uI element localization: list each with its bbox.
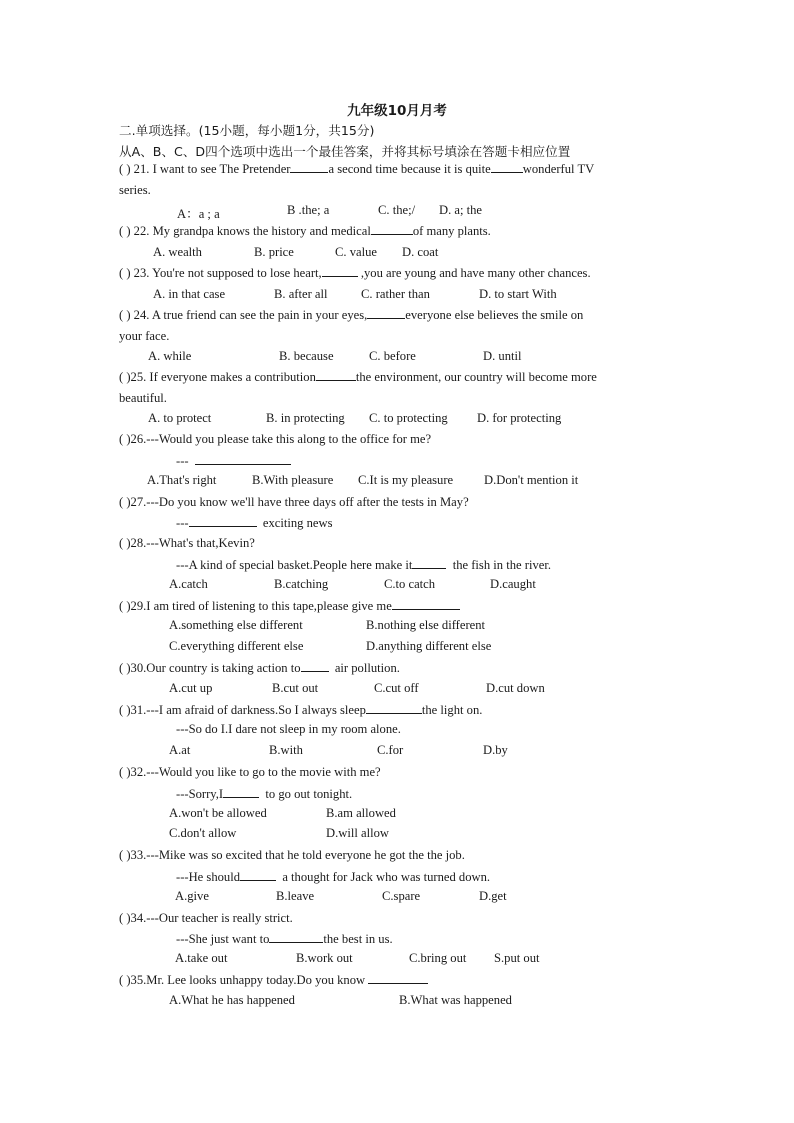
option-a[interactable]: A.cut up xyxy=(169,681,213,695)
option-a[interactable]: A.something else different xyxy=(169,618,303,632)
question-33-reply: ---He should a thought for Jack who was turned down. xyxy=(176,870,491,884)
question-34-reply: ---She just want to the best in us. xyxy=(176,932,393,946)
question-31-reply: ---So do I.I dare not sleep in my room alone. xyxy=(176,722,401,736)
question-23: ( ) 23. You're not supposed to lose heart, ,you are young and have many other chances. xyxy=(119,266,591,280)
option-a[interactable]: A.at xyxy=(169,743,191,757)
page-title: 九年级10月月考 xyxy=(347,103,447,119)
option-c[interactable]: C.cut off xyxy=(374,681,419,695)
answer-blank[interactable] xyxy=(316,368,356,381)
option-b[interactable]: B. price xyxy=(254,245,294,259)
option-d[interactable]: D. until xyxy=(483,349,522,363)
answer-blank[interactable] xyxy=(322,264,358,277)
question-27: ( )27.---Do you know we'll have three days off after the tests in May? xyxy=(119,495,469,509)
question-35: ( )35.Mr. Lee looks unhappy today.Do you know xyxy=(119,970,675,991)
question-34: ( )34.---Our teacher is really strict. xyxy=(119,911,293,925)
option-b[interactable]: B.am allowed xyxy=(326,806,396,820)
option-a[interactable]: A. while xyxy=(148,349,192,363)
question-28: ( )28.---What's that,Kevin? xyxy=(119,536,255,550)
answer-blank[interactable] xyxy=(223,785,259,798)
option-d[interactable]: D.cut down xyxy=(486,681,545,695)
answer-blank[interactable] xyxy=(240,868,276,881)
option-d[interactable]: D.caught xyxy=(490,577,536,591)
option-b[interactable]: B.What was happened xyxy=(399,993,512,1007)
option-c[interactable]: C.to catch xyxy=(384,577,436,591)
option-c[interactable]: C.everything different else xyxy=(169,639,304,653)
question-30: ( )30.Our country is taking action to air pollution. xyxy=(119,661,400,675)
question-stem: ( ) 21. I want to see The Pretender xyxy=(119,162,291,176)
option-d[interactable]: D.by xyxy=(483,743,508,757)
question-21: ( ) 21. I want to see The Pretender a second time because it is quite wonderful TV xyxy=(119,162,595,176)
answer-blank[interactable] xyxy=(269,930,323,943)
option-b[interactable]: B .the; a xyxy=(287,203,330,217)
option-c[interactable]: C.It is my pleasure xyxy=(358,473,454,487)
question-24: ( ) 24. A true friend can see the pain in your eyes, everyone else believes the smile on xyxy=(119,308,584,322)
question-25-continued: beautiful. xyxy=(119,391,167,405)
option-c[interactable]: C. rather than xyxy=(361,287,430,301)
answer-blank[interactable] xyxy=(195,452,291,465)
option-c[interactable]: C. before xyxy=(369,349,416,363)
answer-blank[interactable] xyxy=(290,160,328,173)
answer-blank[interactable] xyxy=(189,514,257,527)
question-29: ( )29.I am tired of listening to this tape,please give me xyxy=(119,596,675,617)
option-c[interactable]: C. the;/ xyxy=(378,203,416,217)
question-26-reply: --- xyxy=(176,452,291,469)
question-27-reply: --- exciting news xyxy=(176,516,333,530)
question-33: ( )33.---Mike was so excited that he told everyone he got the the job. xyxy=(119,848,465,862)
answer-blank[interactable] xyxy=(371,222,413,235)
option-c[interactable]: C. to protecting xyxy=(369,411,448,425)
option-a[interactable]: A.What he has happened xyxy=(169,993,295,1007)
question-31: ( )31.---I am afraid of darkness.So I always sleep the light on. xyxy=(119,703,483,717)
answer-blank[interactable] xyxy=(366,701,422,714)
question-28-reply: ---A kind of special basket.People here make it the fish in the river. xyxy=(176,558,551,572)
option-d[interactable]: D.anything different else xyxy=(366,639,492,653)
option-a[interactable]: A.That's right xyxy=(147,473,217,487)
option-a[interactable]: A：a ; a xyxy=(177,207,220,221)
option-c[interactable]: C.for xyxy=(377,743,404,757)
answer-blank[interactable] xyxy=(368,971,428,984)
option-d[interactable]: D.will allow xyxy=(326,826,389,840)
answer-blank[interactable] xyxy=(412,556,446,569)
option-b[interactable]: B.With pleasure xyxy=(252,473,334,487)
option-b[interactable]: B.work out xyxy=(296,951,353,965)
section-heading: 二.单项选择。(15小题，每小题1分，共15分) xyxy=(119,123,375,138)
option-b[interactable]: B. because xyxy=(279,349,334,363)
option-b[interactable]: B. after all xyxy=(274,287,328,301)
question-21-continued: series. xyxy=(119,183,151,197)
option-d[interactable]: D. a; the xyxy=(439,203,483,217)
question-26: ( )26.---Would you please take this along to the office for me? xyxy=(119,432,432,446)
option-d[interactable]: D. to start With xyxy=(479,287,557,301)
option-b[interactable]: B.leave xyxy=(276,889,315,903)
answer-blank[interactable] xyxy=(392,597,460,610)
option-a[interactable]: A.take out xyxy=(175,951,228,965)
answer-blank[interactable] xyxy=(491,160,523,173)
question-32-reply: ---Sorry,I to go out tonight. xyxy=(176,787,353,801)
option-b[interactable]: B.cut out xyxy=(272,681,319,695)
option-b[interactable]: B.catching xyxy=(274,577,329,591)
option-d[interactable]: D.Don't mention it xyxy=(484,473,579,487)
option-d[interactable]: D. for protecting xyxy=(477,411,562,425)
question-24-continued: your face. xyxy=(119,329,170,343)
option-d[interactable]: D.get xyxy=(479,889,507,903)
option-c[interactable]: C. value xyxy=(335,245,377,259)
option-a[interactable]: A.catch xyxy=(169,577,208,591)
option-a[interactable]: A. wealth xyxy=(153,245,202,259)
option-c[interactable]: C.bring out xyxy=(409,951,467,965)
option-a[interactable]: A. to protect xyxy=(148,411,212,425)
option-d[interactable]: D. coat xyxy=(402,245,439,259)
answer-blank[interactable] xyxy=(301,659,329,672)
question-25: ( )25. If everyone makes a contribution the environment, our country will become more xyxy=(119,370,597,384)
answer-blank[interactable] xyxy=(367,306,405,319)
question-22: ( ) 22. My grandpa knows the history and medical of many plants. xyxy=(119,224,491,238)
option-a[interactable]: A.won't be allowed xyxy=(169,806,267,820)
question-32: ( )32.---Would you like to go to the movie with me? xyxy=(119,765,381,779)
option-b[interactable]: B.with xyxy=(269,743,303,757)
option-c[interactable]: C.spare xyxy=(382,889,421,903)
instruction-text: 从A、B、C、D四个选项中选出一个最佳答案，并将其标号填涂在答题卡相应位置 xyxy=(119,144,571,159)
option-d[interactable]: S.put out xyxy=(494,951,540,965)
option-c[interactable]: C.don't allow xyxy=(169,826,237,840)
option-b[interactable]: B. in protecting xyxy=(266,411,345,425)
option-a[interactable]: A.give xyxy=(175,889,209,903)
option-a[interactable]: A. in that case xyxy=(153,287,226,301)
option-b[interactable]: B.nothing else different xyxy=(366,618,486,632)
